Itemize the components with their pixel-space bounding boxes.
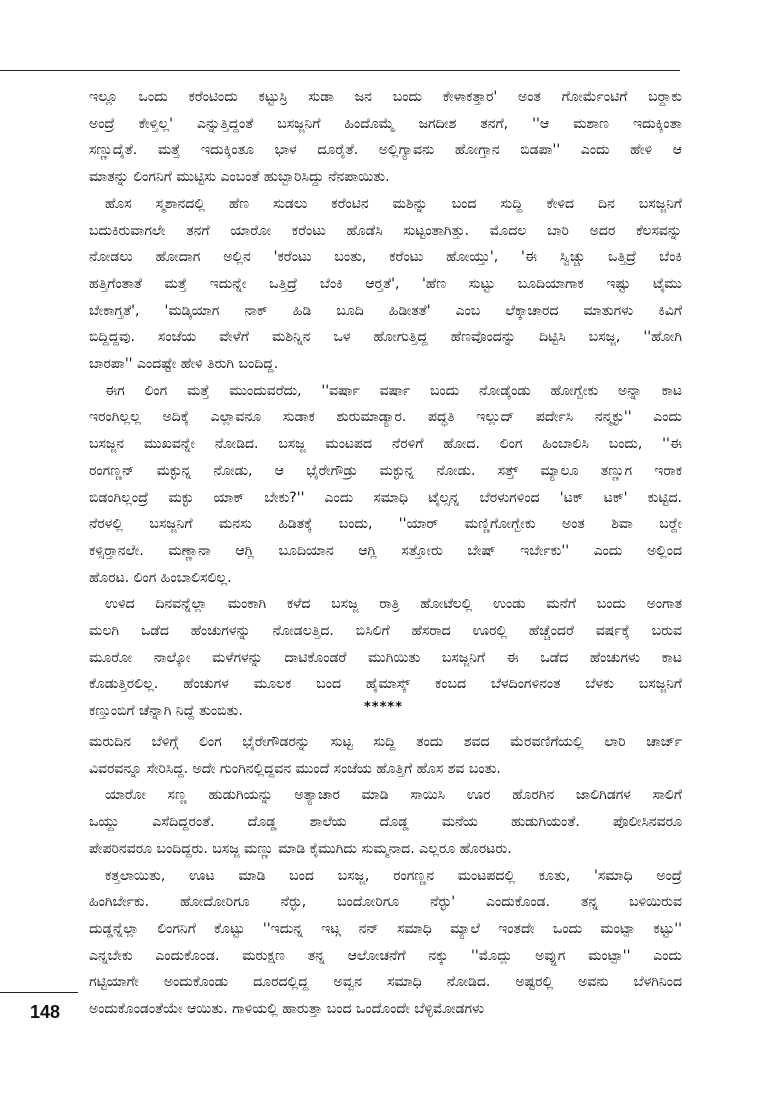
text-line: ಬಾರಪಾ'' ಎಂದಷ್ಟೇ ಹೇಳಿ ತಿರುಗಿ ಬಂದಿದ್ದ. xyxy=(89,356,279,373)
text-line: ನೆರಳಲ್ಲಿ ಬಸಜ್ಜನಿಗೆ ಮನಸು ಹಿಡಿತಕ್ಕೆ ಬಂದು, ''ಯಾರ್ ಮಣ್ಣಿಗೋಗ್ಬೇಕು ಅಂತ ಶಿವಾ ಬರ್‍ದೇ xyxy=(89,516,682,533)
text-line: ಕತ್ತಲಾಯಿತು, ಊಟ ಮಾಡಿ ಬಂದ ಬಸಜ್ಜ, ರಂಗಣ್ಣನ ಮಂಟಪದಲ್ಲಿ ಕೂತು, 'ಸಮಾಧಿ ಅಂದ್ರೆ xyxy=(105,867,682,884)
paragraph xyxy=(89,191,682,378)
text-line: ಅಂದ್ರೆ ಕೇಳ್ತಿಲ್ಲ' ಎನ್ನುತ್ತಿದ್ದಂತೆ ಬಸಜ್ಜನಿಗೆ ಹಿಂದೊಮ್ಮೆ ಜಗದೀಶ ತನಗೆ, ''ಆ ಮಶಾಣ ಇದುಕ್ಕಿಂತಾ xyxy=(89,115,682,132)
text-line: ರಂಗಣ್ಣನ್ ಮಕ್ಳುನ್ನ ನೋಡು, ಆ ಭೈರೇಗೌಡ್ರು ಮಕ್ಳುನ್ನ ನೋಡು. ಸತ್ತ್ ಮ್ಯಾಲೂ ತಣ್ಣುಗ ಇರಾಕ xyxy=(89,462,682,479)
body-text-bottom xyxy=(89,729,682,1023)
text-line: ಕಳ್ಸಿರ್‍ತಾನಲೇ. ಮಣ್ಣಾನಾ ಆಗ್ಲಿ ಬೂದಿಯಾನ ಆಗ್ಲಿ ಸತ್ತೋರು ಬೇಷ್ ಇರ್ಬೇಕು'' ಎಂದು ಅಲ್ಲಿಂದ xyxy=(89,542,682,559)
text-line: ಮಲಗಿ ಒಡೆದ ಹೆಂಚುಗಳನ್ನು ನೋಡಲತ್ತಿದ. ಬಿಸಿಲಿಗೆ ಹೆಸರಾದ ಊರಲ್ಲಿ ಹೆಚ್ಚೆಂದರೆ ವರ್ಷಕ್ಕೆ ಬರುವ xyxy=(89,623,682,640)
text-line: ಇರಂಗಿಲ್ಲಲ್ಲ ಅದಿಕ್ಕೆ ಎಲ್ಲಾವನೂ ಸುಡಾಕ ಶುರುಮಾಡ್ಯಾರ. ಪದ್ಧತಿ ಇಲ್ಲುದ್ ಪರ್ದೇಸಿ ನನ್ಮಕ್ಳು'' ಎಂದು xyxy=(89,409,682,426)
text-line: ಸಣ್ಣುದೈತೆ. ಮತ್ತೆ ಇದುಕ್ಕಿಂತೂ ಭಾಳ ದೂರೈತೆ. ಅಲ್ಲಿಗ್ಯಾವನು ಹೋಗ್ತಾನ ಬಿಡಪಾ'' ಎಂದು ಹೇಳಿ ಆ xyxy=(89,142,682,159)
text-line: ಗಟ್ಟಿಯಾಗೇ ಅಂದುಕೊಂಡು ದೂರದಲ್ಲಿದ್ದ ಅವ್ವನ ಸಮಾಧಿ ನೋಡಿದ. ಅಷ್ಟರಲ್ಲಿ ಅವನು ಬೆಳಗಿನಿಂದ xyxy=(89,974,682,991)
text-line: ಮಾತನ್ನು ಲಿಂಗನಿಗೆ ಮುಟ್ಟಿಸು ಎಂಬಂತೆ ಹುಬ್ಬಾರಿಸಿದ್ದು ನೆನಪಾಯಿತು. xyxy=(89,169,390,186)
text-line: ಎನ್ನಬೇಕು ಎಂದುಕೊಂಡ. ಮರುಕ್ಷಣ ತನ್ನ ಆಲೋಚನೆಗೆ ನಕ್ಕು ''ಮೊದ್ಲು ಅವ್ನುಗ ಮಂಟ್ಪಾ'' ಎಂದು xyxy=(89,947,682,964)
paragraph xyxy=(89,729,682,782)
text-line: ಕೊಡುತ್ತಿರಲಿಲ್ಲ. ಹೆಂಚುಗಳ ಮೂಲಕ ಬಂದ ಹೈಮಾಸ್ಕ್ ಕಂಬದ ಬೆಳದಿಂಗಳಿನಂತ ಬೆಳಕು ಬಸಜ್ಜನಿಗೆ xyxy=(89,676,682,693)
text-line: ನೋಡಲು ಹೋದಾಗ ಅಲ್ಲಿನ 'ಕರೆಂಟು ಬಂತು, ಕರೆಂಟು ಹೋಯ್ತು', 'ಈ ಸ್ವಿಚ್ಚು ಒತ್ತಿದ್ರೆ ಬೆಂಕಿ xyxy=(89,249,682,266)
text-line: ಈಗ ಲಿಂಗ ಮತ್ತೆ ಮುಂದುವರೆದು, ''ವರ್ಷಾ ವರ್ಷಾ ಬಂದು ನೋಡ್ಕೆಂಡು ಹೋಗ್ಬೇಕು ಅನ್ನಾ ಕಾಟ xyxy=(105,382,682,399)
body-text-top xyxy=(89,84,682,725)
text-line: ಬಿಡಂಗಿಲ್ಲಂದ್ರೆ ಮಕ್ಳು ಯಾಕ್ ಬೇಕು?'' ಎಂದು ಸಮಾಧಿ ಟೈಲ್ಸನ್ನ ಬೆರಳುಗಳಿಂದ 'ಟಕ್ ಟಕ್' ಕುಟ್ಟಿದ. xyxy=(89,489,682,506)
header-rule xyxy=(0,70,680,71)
paragraph xyxy=(89,782,682,862)
text-line: ಉಳಿದ ದಿನವನ್ನೆಲ್ಲಾ ಮಂಕಾಗಿ ಕಳೆದ ಬಸಜ್ಜ ರಾತ್ರಿ ಹೋಟೆಲಲ್ಲಿ ಉಂಡು ಮನೆಗೆ ಬಂದು ಅಂಗಾತ xyxy=(105,596,682,613)
text-line: ಇಲ್ಲೂ ಒಂದು ಕರೆಂಟಿಂದು ಕಟ್ಟುಸ್ರಿ ಸುಡಾ ಜನ ಬಂದು ಕೇಳಾಕತ್ತಾರ' ಅಂತ ಗೋರ್ಮೆಂಟಿಗೆ ಬರ್‍ದಾಕು xyxy=(89,89,682,105)
text-line: ವಿವರವನ್ನೂ ಸೇರಿಸಿದ್ದ. ಅದೇ ಗುಂಗಿನಲ್ಲಿದ್ದವನ ಮುಂದೆ ಸಂಜೆಯ ಹೊತ್ತಿಗೆ ಹೊಸ ಶವ ಬಂತು. xyxy=(89,760,501,777)
paragraph xyxy=(89,84,682,191)
text-line: ಹಿಂಗಿರ್ಬೇಕು. ಹೋದೋರಿಗೂ ನೆರ್‍ಳು, ಬಂದೋರಿಗೂ ನೆರ್‍ಳು' ಎಂದುಕೊಂಡ. ತನ್ನ ಬಳಿಯಿರುವ xyxy=(89,894,682,911)
text-line: ಮರುದಿನ ಬೆಳಿಗ್ಗೆ ಲಿಂಗ ಭೈರೇಗೌಡರನ್ನು ಸುಟ್ಟ ಸುದ್ದಿ ತಂದು ಶವದ ಮೆರವಣಿಗೆಯಲ್ಲಿ ಲಾರಿ ಚಾರ್ಜ್ xyxy=(89,734,682,750)
text-line: ಅಂದುಕೊಂಡಂತೆಯೇ ಆಯಿತು. ಗಾಳಿಯಲ್ಲಿ ಹಾರುತ್ತಾ ಬಂದ ಒಂದೊಂದೇ ಬೆಳ್ಳಿಮೋಡಗಳು xyxy=(89,1001,485,1018)
paragraph xyxy=(89,378,682,592)
section-break: ***** xyxy=(364,700,403,715)
text-line: ಬೇಕಾಗ್ತತೆ', 'ಮಡ್ಕಿಯಾಗ ನಾಕ್ ಹಿಡಿ ಬೂದಿ ಹಿಡೀತತೆ' ಎಂಬ ಲೆಕ್ಕಾಚಾರದ ಮಾತುಗಳು ಕಿವಿಗೆ xyxy=(89,302,682,319)
text-line: ಮೂರೋ ನಾಲ್ಕೋ ಮಳೆಗಳನ್ನು ದಾಟಿಕೊಂಡರೆ ಮುಗಿಯಿತು ಬಸಜ್ಜನಿಗೆ ಈ ಒಡೆದ ಹೆಂಚುಗಳು ಕಾಟ xyxy=(89,649,682,666)
text-line: ಯಾರೋ ಸಣ್ಣ ಹುಡುಗಿಯನ್ನು ಅತ್ಯಾಚಾರ ಮಾಡಿ ಸಾಯಿಸಿ ಊರ ಹೊರಗಿನ ಜಾಲಿಗಿಡಗಳ ಸಾಲಿಗೆ xyxy=(105,787,682,804)
text-line: ಒಯ್ದು ಎಸೆದಿದ್ದರಂತೆ. ದೊಡ್ಡ ಶಾಲೆಯ ದೊಡ್ಡ ಮನೆಯ ಹುಡುಗಿಯಂತೆ. ಪೊಲೀಸಿನವರೂ xyxy=(89,814,682,831)
page-number: 148 xyxy=(30,1002,61,1022)
paragraph xyxy=(89,863,682,1023)
text-line: ಹತ್ತಿಗೆಂತಾತೆ ಮತ್ತೆ ಇದುನ್ನೇ ಒತ್ತಿದ್ರೆ ಬೆಂಕಿ ಆರ್‍ತತೆ', 'ಹೆಣ ಸುಟ್ಟು ಬೂದಿಯಾಗಾಕ ಇಷ್ಟು ಟೈಮು xyxy=(89,275,682,292)
text-line: ಬದುಕಿರುವಾಗಲೇ ತನಗೆ ಯಾರೋ ಕರೆಂಟು ಹೊಡೆಸಿ ಸುಟ್ಟಂತಾಗಿತ್ತು. ಮೊದಲ ಬಾರಿ ಅದರ ಕೆಲಸವನ್ನು xyxy=(89,222,682,239)
text-line: ಬಿದ್ದಿದ್ದವು. ಸಂಜೆಯ ವೇಳೆಗೆ ಮಶಿನ್ನಿನ ಒಳ ಹೋಗುತ್ತಿದ್ದ ಹೆಣವೊಂದನ್ನು ದಿಟ್ಟಿಸಿ ಬಸಜ್ಜ, ''ಹೋಗಿ xyxy=(89,329,682,346)
footer-rule xyxy=(0,992,78,993)
text-line: ಹೊಸ ಸ್ಮಶಾನದಲ್ಲಿ ಹೆಣ ಸುಡಲು ಕರೆಂಟಿನ ಮಶಿನ್ನು ಬಂದ ಸುದ್ದಿ ಕೇಳಿದ ದಿನ ಬಸಜ್ಜನಿಗೆ xyxy=(105,195,682,212)
text-line: ಹೊರಟ. ಲಿಂಗ ಹಿಂಬಾಲಿಸಲಿಲ್ಲ. xyxy=(89,569,232,586)
text-line: ದುಡ್ಡನ್ನೆಲ್ಲಾ ಲಿಂಗನಿಗೆ ಕೊಟ್ಟು ''ಇದುನ್ನ ಇಟ್ಗ ನನ್ ಸಮಾಧಿ ಮ್ಯಾಲೆ ಇಂತದೇ ಒಂದು ಮಂಟ್ಪಾ ಕಟ್ಟು'' xyxy=(89,920,682,937)
text-line: ಪೇಪರಿನವರೂ ಬಂದಿದ್ದರು. ಬಸಜ್ಜ ಮಣ್ಣು ಮಾಡಿ ಕೈಮುಗಿದು ಸುಮ್ಮನಾದ. ಎಲ್ಲರೂ ಹೊರಟರು. xyxy=(89,840,512,857)
text-line: ಬಸಜ್ಜನ ಮುಖವನ್ನೇ ನೋಡಿದ. ಬಸಜ್ಜ ಮಂಟಪದ ನೆರಳಿಗೆ ಹೋದ. ಲಿಂಗ ಹಿಂಬಾಲಿಸಿ ಬಂದು, ''ಈ xyxy=(89,436,682,453)
text-line: ಕಣ್ತುಂಬಿಗೆ ಚೆನ್ನಾಗಿ ನಿದ್ದೆ ತುಂಬಿತು. xyxy=(89,703,243,720)
